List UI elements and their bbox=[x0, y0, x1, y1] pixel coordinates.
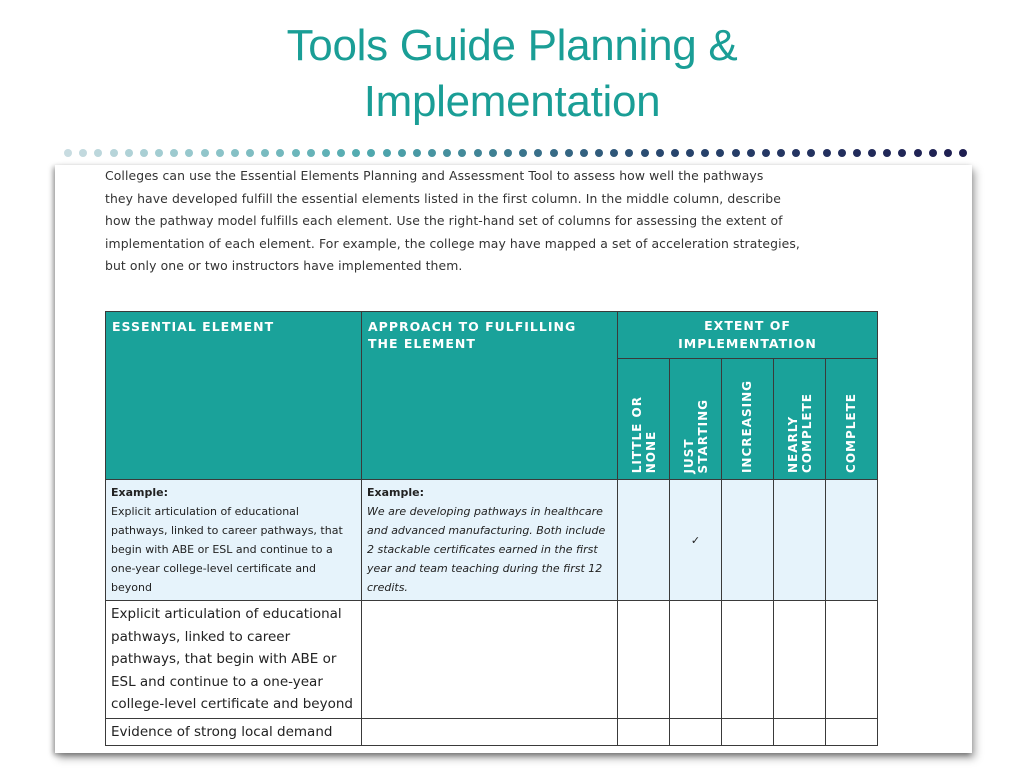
divider-dot bbox=[276, 149, 284, 157]
divider-dot bbox=[777, 149, 785, 157]
header-level-just-starting bbox=[670, 359, 722, 480]
divider-dot bbox=[792, 149, 800, 157]
intro-line: they have developed fulfill the essential elements listed in the first column. In the middle column, describe bbox=[105, 190, 781, 206]
intro-paragraph bbox=[105, 165, 895, 278]
divider-dot bbox=[110, 149, 118, 157]
divider-dot bbox=[534, 149, 542, 157]
example-label: Example: bbox=[367, 486, 424, 499]
divider-dot bbox=[883, 149, 891, 157]
divider-dot bbox=[216, 149, 224, 157]
document-page bbox=[55, 165, 972, 753]
divider-dot bbox=[504, 149, 512, 157]
level-cell[interactable] bbox=[722, 718, 774, 746]
header-approach: APPROACH TO FULFILLING THE ELEMENT bbox=[362, 312, 618, 480]
header-level-complete bbox=[826, 359, 878, 480]
divider-dot bbox=[641, 149, 649, 157]
approach-input-cell[interactable] bbox=[362, 718, 618, 746]
divider-dot bbox=[352, 149, 360, 157]
divider-dot bbox=[79, 149, 87, 157]
divider-dot bbox=[944, 149, 952, 157]
divider-dot bbox=[428, 149, 436, 157]
divider-dot bbox=[823, 149, 831, 157]
header-level-little-or-none bbox=[618, 359, 670, 480]
level-cell[interactable] bbox=[826, 601, 878, 719]
level-label: NEARLY COMPLETE bbox=[786, 393, 814, 473]
dotted-divider bbox=[64, 147, 968, 159]
element-cell bbox=[106, 601, 362, 719]
level-cell[interactable] bbox=[670, 718, 722, 746]
divider-dot bbox=[261, 149, 269, 157]
divider-dot bbox=[838, 149, 846, 157]
divider-dot bbox=[853, 149, 861, 157]
header-level-increasing bbox=[722, 359, 774, 480]
divider-dot bbox=[747, 149, 755, 157]
divider-dot bbox=[580, 149, 588, 157]
example-element-cell bbox=[106, 480, 362, 601]
divider-dot bbox=[550, 149, 558, 157]
header-extent-of-implementation: EXTENT OF IMPLEMENTATION bbox=[618, 312, 878, 359]
intro-line: implementation of each element. For example, the college may have mapped a set of acceleration strategies, bbox=[105, 235, 800, 251]
divider-dot bbox=[762, 149, 770, 157]
element-cell bbox=[106, 718, 362, 746]
divider-dot bbox=[231, 149, 239, 157]
check-mark-icon: ✓ bbox=[690, 533, 701, 547]
table-row bbox=[106, 601, 878, 719]
level-cell[interactable] bbox=[722, 601, 774, 719]
divider-dot bbox=[959, 149, 967, 157]
divider-dot bbox=[474, 149, 482, 157]
level-cell[interactable] bbox=[826, 718, 878, 746]
assessment-table bbox=[105, 311, 878, 746]
slide-title-line-2: Implementation bbox=[363, 77, 661, 126]
divider-dot bbox=[868, 149, 876, 157]
divider-dot bbox=[201, 149, 209, 157]
divider-dot bbox=[292, 149, 300, 157]
level-label: JUST STARTING bbox=[682, 398, 710, 473]
divider-dot bbox=[367, 149, 375, 157]
example-level-cell bbox=[670, 480, 722, 601]
divider-dot bbox=[701, 149, 709, 157]
divider-dot bbox=[519, 149, 527, 157]
level-label: INCREASING bbox=[740, 379, 754, 473]
divider-dot bbox=[155, 149, 163, 157]
divider-dot bbox=[337, 149, 345, 157]
slide-title bbox=[0, 18, 1024, 130]
divider-dot bbox=[929, 149, 937, 157]
header-essential-element: ESSENTIAL ELEMENT bbox=[106, 312, 362, 480]
intro-line: Colleges can use the Essential Elements Planning and Assessment Tool to assess how well the pathways bbox=[105, 168, 764, 183]
element-text: Evidence of strong local demand bbox=[111, 723, 333, 740]
divider-dot bbox=[686, 149, 694, 157]
header-level-nearly-complete bbox=[774, 359, 826, 480]
divider-dot bbox=[595, 149, 603, 157]
divider-dot bbox=[807, 149, 815, 157]
divider-dot bbox=[413, 149, 421, 157]
divider-dot bbox=[94, 149, 102, 157]
divider-dot bbox=[716, 149, 724, 157]
divider-dot bbox=[610, 149, 618, 157]
example-level-cell bbox=[618, 480, 670, 601]
intro-line: but only one or two instructors have implemented them. bbox=[105, 258, 463, 273]
level-cell[interactable] bbox=[618, 601, 670, 719]
divider-dot bbox=[625, 149, 633, 157]
divider-dot bbox=[64, 149, 72, 157]
table-row bbox=[106, 718, 878, 746]
divider-dot bbox=[398, 149, 406, 157]
divider-dot bbox=[656, 149, 664, 157]
divider-dot bbox=[185, 149, 193, 157]
divider-dot bbox=[914, 149, 922, 157]
level-cell[interactable] bbox=[774, 601, 826, 719]
divider-dot bbox=[565, 149, 573, 157]
divider-dot bbox=[443, 149, 451, 157]
example-row bbox=[106, 480, 878, 601]
approach-input-cell[interactable] bbox=[362, 601, 618, 719]
example-level-cell bbox=[826, 480, 878, 601]
divider-dot bbox=[140, 149, 148, 157]
divider-dot bbox=[322, 149, 330, 157]
divider-dot bbox=[489, 149, 497, 157]
example-approach-text: We are developing pathways in healthcare and advanced manufacturing. Both include 2 stackable certificates earned in the first year and team teaching during the first 12 credits. bbox=[367, 505, 606, 594]
divider-dot bbox=[458, 149, 466, 157]
divider-dot bbox=[125, 149, 133, 157]
example-level-cell bbox=[722, 480, 774, 601]
level-cell[interactable] bbox=[618, 718, 670, 746]
intro-line: how the pathway model fulfills each element. Use the right-hand set of columns for assessing the extent of bbox=[105, 213, 783, 228]
level-cell[interactable] bbox=[670, 601, 722, 719]
example-label: Example: bbox=[111, 486, 168, 499]
element-text: Explicit articulation of educational pathways, linked to career pathways, that begin with ABE or ESL and continue to a one-year college-level certificate and beyond bbox=[111, 606, 353, 712]
divider-dot bbox=[383, 149, 391, 157]
divider-dot bbox=[246, 149, 254, 157]
divider-dot bbox=[732, 149, 740, 157]
slide-title-line-1: Tools Guide Planning & bbox=[286, 21, 738, 70]
example-level-cell bbox=[774, 480, 826, 601]
divider-dot bbox=[170, 149, 178, 157]
level-label: LITTLE OR NONE bbox=[630, 395, 658, 473]
divider-dot bbox=[671, 149, 679, 157]
example-element-text: Explicit articulation of educational pathways, linked to career pathways, that begin with ABE or ESL and continue to a one-year college-level certificate and beyond bbox=[111, 505, 343, 594]
example-approach-cell bbox=[362, 480, 618, 601]
level-cell[interactable] bbox=[774, 718, 826, 746]
level-label: COMPLETE bbox=[844, 393, 858, 473]
divider-dot bbox=[307, 149, 315, 157]
divider-dot bbox=[898, 149, 906, 157]
